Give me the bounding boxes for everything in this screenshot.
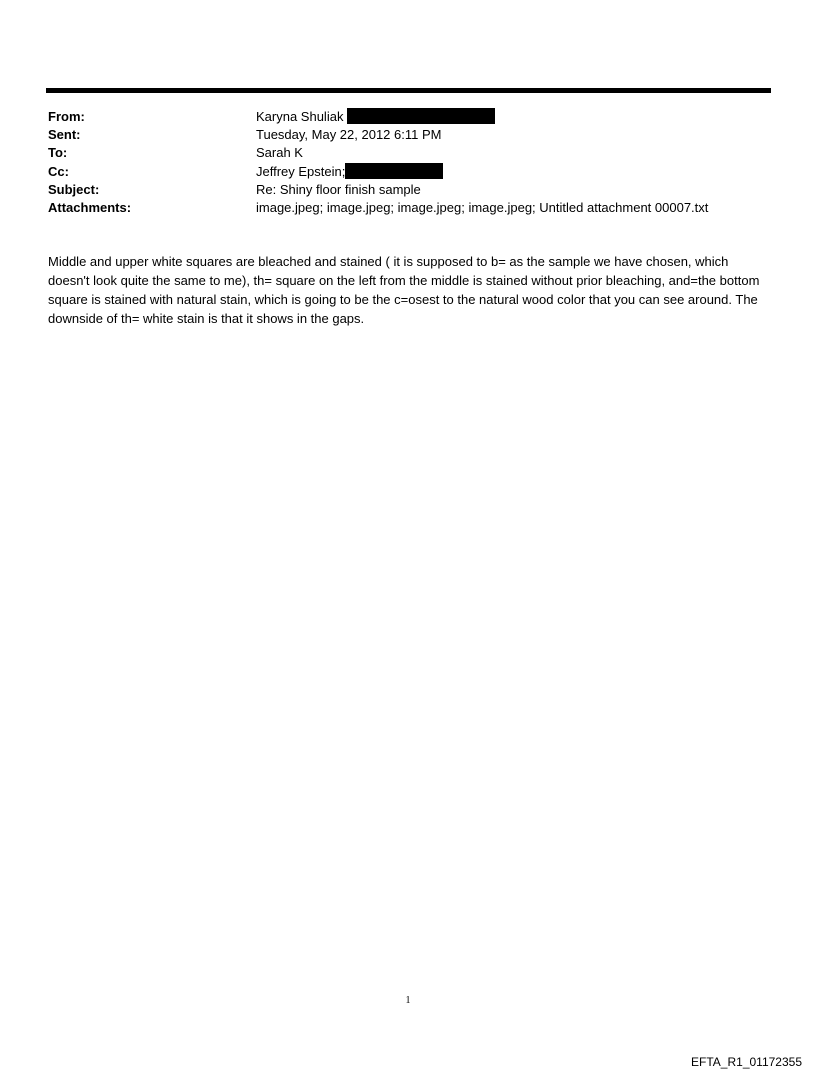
redaction-box xyxy=(345,163,443,179)
from-label: From: xyxy=(48,109,85,124)
email-header xyxy=(48,108,768,217)
to-label: To: xyxy=(48,145,68,161)
from-row xyxy=(48,108,768,126)
cc-row xyxy=(48,163,768,181)
attachments-label: Attachments: xyxy=(48,199,132,215)
from-name: Karyna Shuliak xyxy=(256,109,344,124)
sent-label: Sent: xyxy=(48,127,81,143)
subject-label: Subject: xyxy=(48,181,100,197)
sent-row xyxy=(48,126,768,144)
subject-row xyxy=(48,181,768,199)
sent-value: Tuesday, May 22, 2012 6:11 PM xyxy=(256,127,442,143)
page-number: 1 xyxy=(405,995,411,1006)
attachments-value: image.jpeg; image.jpeg; image.jpeg; image.jpeg; Untitled attachment 00007.txt xyxy=(256,199,709,215)
email-body: Middle and upper white squares are bleached and stained ( it is supposed to b= as the sample we have chosen, which doesn't look quite the same to me), th= square on the left from the middle is stained without prior bleaching, and=the bottom square is stained with natural stain, which is going to be the c=osest to the natural wood color that you can see around. The downside of th= white stain is that it shows in the gaps. xyxy=(48,254,760,326)
cc-value xyxy=(256,163,443,181)
to-row xyxy=(48,144,768,162)
bates-id: EFTA_R1_01172355 xyxy=(691,1055,802,1069)
header-divider xyxy=(46,88,771,93)
cc-name: Jeffrey Epstein; xyxy=(256,163,346,179)
to-value: Sarah K xyxy=(256,145,303,161)
redaction-box xyxy=(347,108,495,124)
from-value xyxy=(256,108,495,126)
subject-value: Re: Shiny floor finish sample xyxy=(256,181,421,197)
cc-label: Cc: xyxy=(48,163,69,179)
attachments-row xyxy=(48,199,768,217)
